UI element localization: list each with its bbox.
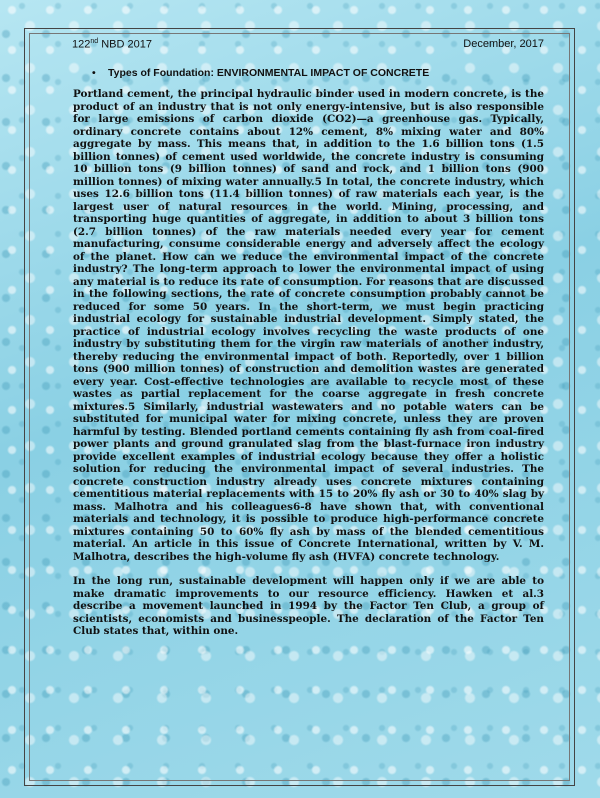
page-header xyxy=(72,38,544,51)
paragraph: Portland cement, the principal hydraulic binder used in modern concrete, is the product of an industry that is not only energy-intensive, but is also responsible for large emissions of carbon dioxide (CO2)—a greenhouse gas. Typically, ordinary concrete contains about 12% cement, 8% mixing water and 80% aggregate by mass. This means that, in addition to the 1.6 billion tons (1.5 billion tonnes) of cement used worldwide, the concrete industry is consuming 10 billion tons (9 billion tonnes) of sand and rock, and 1 billion tons (900 million tonnes) of mixing water annually.5 In total, the concrete industry, which uses 12.6 billion tons (11.4 billion tonnes) of raw materials each year, is the largest user of natural resources in the world. Mining, processing, and transporting huge quantities of aggregate, in addition to about 3 billion tons (2.7 billion tonnes) of the raw materials needed every year for cement manufacturing, consume considerable energy and adversely affect the ecology of the planet. How can we reduce the environmental impact of the concrete industry? The long-term approach to lower the environmental impact of using any material is to reduce its rate of consumption. For reasons that are discussed in the following sections, the rate of concrete consumption probably cannot be reduced for some 50 years. In the short-term, we must begin practicing industrial ecology for sustainable industrial development. Simply stated, the practice of industrial ecology involves recycling the waste products of one industry by substituting them for the virgin raw materials of another industry, thereby reducing the environmental impact of both. Reportedly, over 1 billion tons (900 million tonnes) of construction and demolition wastes are generated every year. Cost-effective technologies are available to recycle most of these wastes as partial replacement for the coarse aggregate in fresh concrete mixtures.5 Similarly, industrial wastewaters and no potable waters can be substituted for municipal water for mixing concrete, unless they are proven harmful by testing. Blended portland cements containing fly ash from coal-fired power plants and ground granulated slag from the blast-furnace iron industry provide excellent examples of industrial ecology because they offer a holistic solution for reducing the environmental impact of several industries. The concrete construction industry already uses concrete mixtures containing cementitious material replacements with 15 to 20% fly ash or 30 to 40% slag by mass. Malhotra and his colleagues6-8 have shown that, with conventional materials and technology, it is possible to produce high-performance concrete mixtures containing 50 to 60% fly ash by mass of the blended cementitious material. An article in this issue of Concrete International, written by V. M. Malhotra, describes the high-volume fly ash (HVFA) concrete technology. xyxy=(73,88,544,563)
topic-heading xyxy=(92,67,429,79)
topic-title: Types of Foundation: ENVIRONMENTAL IMPACT OF CONCRETE xyxy=(108,67,430,79)
bullet-icon: • xyxy=(92,67,96,79)
header-event: 122nd NBD 2017 xyxy=(72,38,152,51)
paragraph: In the long run, sustainable development will happen only if we are able to make dramatic improvements to our resource efficiency. Hawken et al.3 describe a movement launched in 1994 by the Factor Ten Club, a group of scientists, economists and businesspeople. The declaration of the Factor Ten Club states that, within one. xyxy=(73,575,544,637)
body-text xyxy=(73,88,544,638)
header-date: December, 2017 xyxy=(463,38,544,50)
